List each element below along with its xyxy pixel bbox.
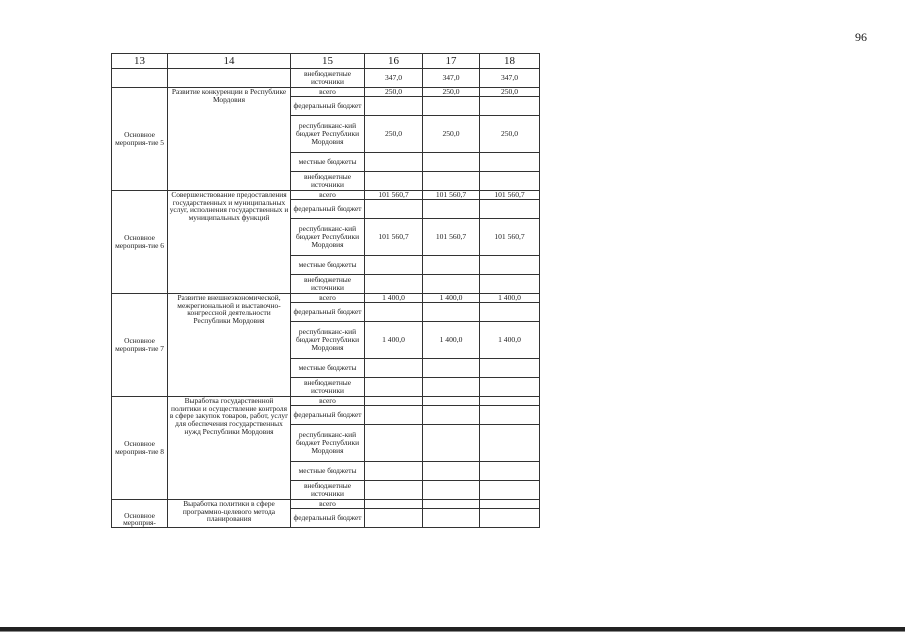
value-cell: 1 400,0 bbox=[423, 294, 480, 303]
funding-source: республиканс-кий бюджет Республики Мордовия bbox=[291, 425, 365, 462]
value-cell: 1 400,0 bbox=[365, 322, 423, 359]
value-cell: 1 400,0 bbox=[365, 294, 423, 303]
value-cell bbox=[423, 275, 480, 294]
funding-source: внебюджетные источники bbox=[291, 275, 365, 294]
value-cell bbox=[423, 462, 480, 481]
funding-source: внебюджетные источники bbox=[291, 481, 365, 500]
value-cell bbox=[365, 256, 423, 275]
value-cell bbox=[480, 303, 540, 322]
value-cell: 101 560,7 bbox=[423, 219, 480, 256]
activity-label: Основное мероприя-тие 8 bbox=[112, 397, 168, 500]
funding-source: республиканс-кий бюджет Республики Мордовия bbox=[291, 116, 365, 153]
funding-source: внебюджетные источники bbox=[291, 378, 365, 397]
value-cell bbox=[365, 509, 423, 528]
column-header: 17 bbox=[423, 54, 480, 69]
funding-source: федеральный бюджет bbox=[291, 509, 365, 528]
value-cell bbox=[480, 200, 540, 219]
activity-label: Основное мероприя-тие 5 bbox=[112, 88, 168, 191]
value-cell bbox=[423, 303, 480, 322]
page-number: 96 bbox=[855, 30, 867, 44]
value-cell: 250,0 bbox=[423, 88, 480, 97]
value-cell bbox=[423, 509, 480, 528]
value-cell bbox=[480, 481, 540, 500]
value-cell bbox=[423, 425, 480, 462]
value-cell: 1 400,0 bbox=[423, 322, 480, 359]
activity-label: Основное мероприя- bbox=[112, 500, 168, 528]
value-cell bbox=[480, 153, 540, 172]
column-header: 18 bbox=[480, 54, 540, 69]
funding-source: всего bbox=[291, 500, 365, 509]
value-cell: 1 400,0 bbox=[480, 294, 540, 303]
value-cell bbox=[480, 359, 540, 378]
value-cell bbox=[480, 462, 540, 481]
value-cell bbox=[423, 153, 480, 172]
funding-source: республиканс-кий бюджет Республики Мордовия bbox=[291, 219, 365, 256]
funding-source: федеральный бюджет bbox=[291, 200, 365, 219]
funding-source: всего bbox=[291, 397, 365, 406]
funding-source: федеральный бюджет bbox=[291, 97, 365, 116]
column-header: 16 bbox=[365, 54, 423, 69]
funding-source: республиканс-кий бюджет Республики Мордовия bbox=[291, 322, 365, 359]
value-cell: 347,0 bbox=[480, 69, 540, 88]
value-cell bbox=[365, 172, 423, 191]
table-row bbox=[112, 500, 540, 509]
table-row bbox=[112, 69, 540, 88]
value-cell: 250,0 bbox=[480, 88, 540, 97]
value-cell: 101 560,7 bbox=[423, 191, 480, 200]
table-row bbox=[112, 191, 540, 200]
column-header: 13 bbox=[112, 54, 168, 69]
value-cell bbox=[365, 378, 423, 397]
value-cell bbox=[480, 425, 540, 462]
value-cell: 347,0 bbox=[423, 69, 480, 88]
activity-label: Основное мероприя-тие 7 bbox=[112, 294, 168, 397]
column-header-row bbox=[112, 54, 540, 69]
value-cell bbox=[480, 500, 540, 509]
value-cell bbox=[480, 406, 540, 425]
value-cell bbox=[480, 97, 540, 116]
value-cell bbox=[365, 303, 423, 322]
value-cell bbox=[480, 275, 540, 294]
value-cell bbox=[423, 406, 480, 425]
funding-source: всего bbox=[291, 294, 365, 303]
value-cell bbox=[423, 97, 480, 116]
funding-source: внебюджетные источники bbox=[291, 172, 365, 191]
value-cell bbox=[423, 172, 480, 191]
value-cell bbox=[423, 256, 480, 275]
value-cell: 101 560,7 bbox=[480, 219, 540, 256]
activity-description: Выработка политики в сфере программно-целевого метода планирования bbox=[168, 500, 291, 528]
value-cell bbox=[365, 406, 423, 425]
activity-description: Выработка государственной политики и осуществление контроля в сфере закупок товаров, работ, услуг для обеспечения государственных нужд Республики Мордовия bbox=[168, 397, 291, 500]
value-cell: 101 560,7 bbox=[365, 219, 423, 256]
funding-source: местные бюджеты bbox=[291, 153, 365, 172]
funding-source: местные бюджеты bbox=[291, 462, 365, 481]
value-cell bbox=[423, 481, 480, 500]
funding-source: всего bbox=[291, 191, 365, 200]
page-bottom-shadow bbox=[0, 631, 905, 632]
funding-source: федеральный бюджет bbox=[291, 303, 365, 322]
table-row bbox=[112, 294, 540, 303]
activity-label: Основное мероприя-тие 6 bbox=[112, 191, 168, 294]
activity-description: Развитие конкуренции в Республике Мордовия bbox=[168, 88, 291, 191]
value-cell: 250,0 bbox=[365, 116, 423, 153]
activity-description: Совершенствование предоставления государственных и муниципальных услуг, исполнения государственных и муниципальных функций bbox=[168, 191, 291, 294]
value-cell: 250,0 bbox=[423, 116, 480, 153]
activity-description: Развитие внешнеэкономической, межрегиональной и выставочно-конгрессной деятельности Республики Мордовия bbox=[168, 294, 291, 397]
empty-cell bbox=[168, 69, 291, 88]
funding-source: местные бюджеты bbox=[291, 256, 365, 275]
value-cell: 101 560,7 bbox=[480, 191, 540, 200]
value-cell bbox=[365, 200, 423, 219]
value-cell bbox=[423, 397, 480, 406]
value-cell: 101 560,7 bbox=[365, 191, 423, 200]
value-cell bbox=[365, 481, 423, 500]
value-cell bbox=[365, 425, 423, 462]
value-cell bbox=[365, 97, 423, 116]
funding-source: всего bbox=[291, 88, 365, 97]
value-cell bbox=[423, 500, 480, 509]
funding-source: федеральный бюджет bbox=[291, 406, 365, 425]
value-cell bbox=[480, 509, 540, 528]
table-row bbox=[112, 397, 540, 406]
value-cell: 250,0 bbox=[365, 88, 423, 97]
value-cell bbox=[365, 500, 423, 509]
value-cell bbox=[365, 462, 423, 481]
column-header: 14 bbox=[168, 54, 291, 69]
value-cell: 250,0 bbox=[480, 116, 540, 153]
value-cell bbox=[365, 275, 423, 294]
budget-table bbox=[111, 53, 540, 528]
value-cell: 347,0 bbox=[365, 69, 423, 88]
value-cell bbox=[365, 153, 423, 172]
funding-source: местные бюджеты bbox=[291, 359, 365, 378]
value-cell bbox=[480, 378, 540, 397]
table-row bbox=[112, 88, 540, 97]
value-cell bbox=[480, 256, 540, 275]
column-header: 15 bbox=[291, 54, 365, 69]
value-cell bbox=[365, 397, 423, 406]
value-cell bbox=[423, 359, 480, 378]
empty-cell bbox=[112, 69, 168, 88]
value-cell bbox=[365, 359, 423, 378]
value-cell: 1 400,0 bbox=[480, 322, 540, 359]
value-cell bbox=[480, 172, 540, 191]
funding-source: внебюджетные источники bbox=[291, 69, 365, 88]
value-cell bbox=[423, 378, 480, 397]
value-cell bbox=[423, 200, 480, 219]
value-cell bbox=[480, 397, 540, 406]
